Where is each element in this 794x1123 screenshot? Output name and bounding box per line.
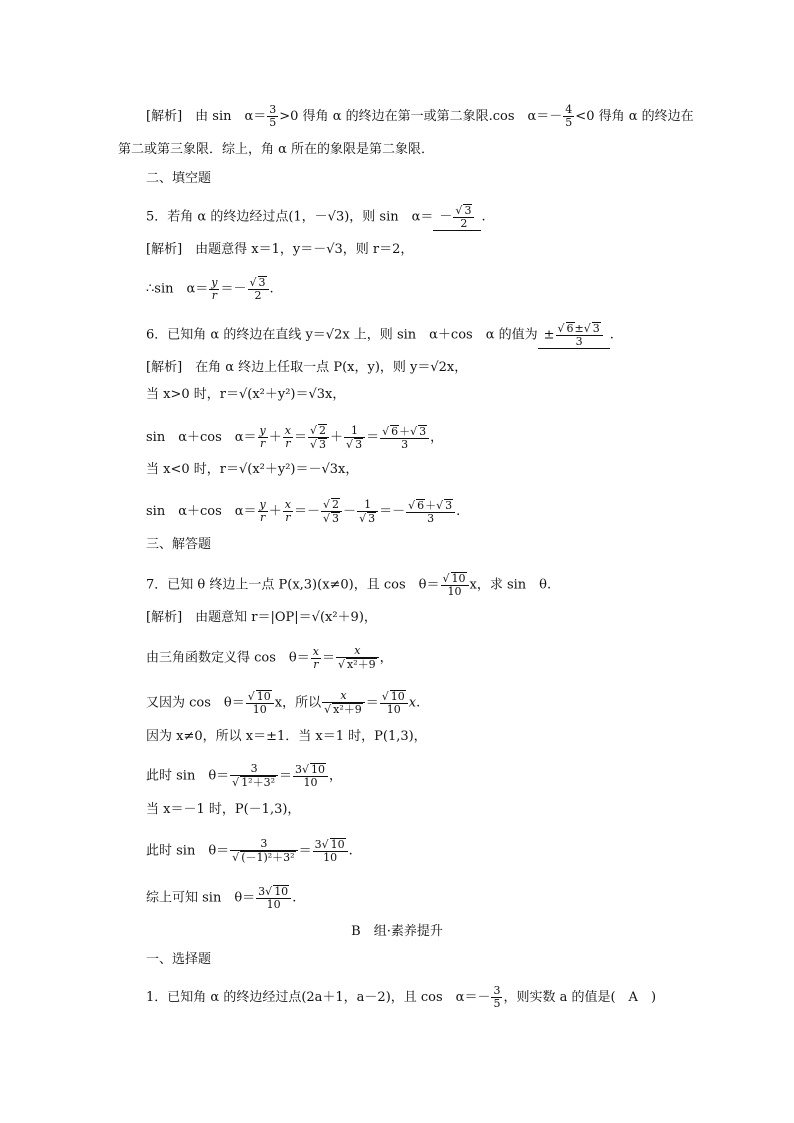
fraction	[556, 322, 603, 348]
text-segment: ，则实数 a 的值是( A )	[503, 990, 657, 1005]
denominator: √ 1²＋3²	[232, 776, 276, 789]
text-segment: 此时 sin θ＝	[146, 843, 230, 859]
radicand: 6	[391, 424, 399, 438]
text-line: 当 x<0 时，r＝√(x²＋y²)＝－√3x，	[146, 462, 359, 477]
fraction	[336, 645, 379, 671]
fraction	[322, 690, 365, 716]
radicand: 3	[368, 511, 376, 525]
fraction	[293, 763, 328, 789]
denominator: √ 3	[323, 512, 340, 525]
equals: ＝	[220, 281, 234, 297]
punct: .	[292, 890, 297, 906]
denominator: 5	[269, 116, 277, 129]
answer-blank	[538, 322, 610, 349]
punct: ，	[430, 430, 444, 445]
text-segment: 6．已知角 α 的终边在直线 y＝√2x 上，则 sin α＋cos α 的值为	[146, 327, 538, 343]
radicand: 3	[464, 204, 472, 217]
text-line	[146, 424, 443, 451]
punct: ，	[329, 768, 343, 784]
sign: －	[307, 504, 321, 519]
denominator: 10	[447, 585, 462, 598]
section-heading: 一、选择题	[146, 952, 212, 967]
sign: －	[439, 209, 453, 225]
numerator: y	[259, 498, 266, 511]
radicand: 6	[417, 498, 425, 512]
denominator: √ 3	[359, 511, 376, 525]
fraction	[248, 276, 269, 302]
radicand: 3	[332, 512, 340, 525]
equals: ＝	[365, 695, 379, 711]
fraction	[453, 204, 474, 230]
punct: ，	[379, 650, 393, 666]
operator: ＋	[425, 498, 437, 512]
text-line: [解析] 由题意得 x＝1，y＝－√3，则 r＝2，	[146, 242, 414, 257]
numerator: 3	[269, 103, 277, 116]
text-line	[146, 498, 460, 525]
denominator: 3	[427, 511, 435, 525]
radicand: 10	[274, 885, 289, 898]
radicand: 10	[330, 838, 345, 851]
sign: ±	[543, 327, 555, 343]
fraction	[313, 838, 348, 864]
numerator: x	[322, 690, 365, 703]
coefficient: 3	[314, 838, 322, 851]
equals: ＝	[366, 430, 380, 445]
text-line	[146, 885, 296, 911]
denominator: 10	[386, 703, 401, 716]
numerator: 3	[493, 984, 501, 997]
radicand: 1²＋3²	[241, 776, 276, 789]
coefficient: 3	[295, 763, 303, 776]
radicand: 10	[451, 572, 466, 585]
numerator: x	[336, 645, 379, 658]
numerator: √ 2	[308, 424, 329, 438]
section-heading: 二、填空题	[146, 171, 212, 186]
numerator: x	[284, 424, 291, 437]
fraction	[209, 277, 219, 302]
question-1	[146, 985, 656, 1010]
operator: ＋	[330, 430, 344, 445]
radicand: 3	[355, 437, 363, 451]
radicand: 10	[390, 690, 405, 703]
text-line: [解析] 在角 α 终边上任取一点 P(x，y)，则 y＝√2x，	[146, 360, 468, 375]
denominator: 5	[493, 997, 501, 1010]
text-segment: 此时 sin θ＝	[146, 768, 230, 784]
text-segment: 综上可知 sin θ＝	[146, 890, 256, 906]
punct: .	[609, 327, 614, 343]
numerator: 3√ 10	[313, 838, 348, 852]
radicand: 3	[445, 498, 453, 512]
fraction	[406, 499, 455, 525]
operator: ±	[574, 322, 584, 335]
denominator: 10	[266, 898, 281, 911]
text-line	[146, 104, 694, 129]
text-segment: x，求 sin θ.	[469, 577, 552, 593]
denominator: 10	[303, 776, 318, 789]
text-segment: [解析] 由 sin α＝	[146, 109, 267, 124]
fraction	[441, 572, 469, 598]
punct: .	[416, 695, 421, 711]
fraction	[563, 104, 574, 129]
numerator: √ 3	[248, 276, 269, 290]
numerator: √ 6＋√ 3	[380, 425, 429, 439]
numerator: √ 10	[380, 690, 408, 704]
coefficient: 3	[258, 885, 266, 898]
fraction	[380, 425, 429, 451]
sign: －	[233, 281, 247, 297]
text-line: 当 x>0 时，r＝√(x²＋y²)＝√3x，	[146, 387, 346, 402]
text-segment: 5．若角 α 的终边经过点(1，－√3)，则 sin α＝	[146, 209, 434, 225]
denominator: r	[313, 657, 319, 671]
fraction	[230, 838, 297, 864]
denominator: √ (－1)²＋3²	[232, 851, 295, 864]
numerator: √ 6±√ 3	[556, 322, 603, 336]
denominator: r	[260, 437, 266, 450]
fraction	[267, 104, 278, 129]
numerator: 3	[230, 763, 278, 776]
fraction	[256, 885, 291, 911]
text-segment: 7．已知 θ 终边上一点 P(x,3)(x≠0)，且 cos θ＝	[146, 577, 440, 593]
equals: ＝	[294, 430, 308, 445]
numerator: x	[312, 644, 319, 658]
section-heading: 三、解答题	[146, 537, 212, 552]
text-segment: x，所以	[274, 695, 322, 711]
equals: ＝	[298, 843, 312, 859]
fraction	[308, 424, 329, 451]
fraction	[321, 498, 342, 525]
numerator: 1	[357, 499, 378, 512]
fraction	[491, 985, 502, 1010]
denominator: r	[285, 511, 291, 524]
fraction	[258, 499, 268, 524]
numerator: 4	[565, 103, 573, 116]
fraction	[246, 690, 274, 716]
denominator: √ x²＋9	[337, 658, 376, 671]
text-segment: 由三角函数定义得 cos θ＝	[146, 650, 310, 666]
denominator: 10	[252, 703, 267, 716]
radicand: x²＋9	[347, 658, 376, 671]
punct: .	[456, 504, 461, 519]
denominator: √ 3	[310, 438, 327, 451]
equals: ＝	[279, 768, 293, 784]
text-segment: sin α＋cos α＝	[146, 504, 257, 519]
radicand: 3	[319, 438, 327, 451]
numerator: x	[284, 498, 291, 511]
radicand: 10	[311, 763, 326, 776]
numerator: 3√ 10	[293, 763, 328, 777]
denominator: 2	[460, 217, 468, 230]
radicand: 3	[258, 276, 266, 289]
denominator: 5	[565, 116, 573, 129]
fraction	[344, 425, 365, 451]
radicand: 6	[566, 322, 574, 335]
text-line: 当 x＝－1 时，P(－1,3)，	[146, 802, 301, 817]
radicand: 3	[592, 322, 600, 335]
punct: .	[348, 843, 353, 859]
denominator: 2	[254, 289, 262, 302]
numerator: 3√ 10	[256, 885, 291, 899]
question-6	[146, 322, 614, 349]
numerator: y	[211, 275, 218, 289]
radicand: 2	[319, 424, 327, 437]
numerator: √ 2	[321, 498, 342, 512]
text-segment: >0 得角 α 的终边在第一或第二象限.cos α＝－	[279, 109, 563, 124]
answer-blank	[433, 204, 481, 231]
denominator: 3	[575, 335, 583, 348]
text-segment: <0 得角 α 的终边在	[575, 109, 694, 124]
radicand: x²＋9	[333, 703, 362, 716]
text-line	[146, 645, 393, 671]
question-5	[146, 204, 486, 231]
fraction	[258, 425, 268, 450]
denominator: √ 3	[346, 437, 363, 451]
operator: －	[343, 504, 357, 519]
text-line: [解析] 由题意知 r＝|OP|＝√(x²＋9)，	[146, 610, 377, 625]
denominator: r	[211, 288, 217, 302]
operator: ＋	[399, 424, 411, 438]
fraction	[357, 499, 378, 525]
text-line	[146, 763, 342, 789]
fraction	[380, 690, 408, 716]
text-segment: 又因为 cos θ＝	[146, 695, 245, 711]
numerator: √ 6＋√ 3	[406, 499, 455, 513]
numerator: 3	[230, 838, 297, 851]
group-heading: B 组·素养提升	[351, 924, 443, 939]
text-line	[146, 838, 353, 864]
text-line	[146, 690, 420, 716]
text-segment: 1．已知角 α 的终边经过点(2a＋1，a－2)，且 cos α＝－	[146, 990, 491, 1005]
numerator: √ 10	[246, 690, 274, 704]
equals: ＝	[321, 650, 335, 666]
variable: x	[408, 695, 417, 711]
text-line: 因为 x≠0，所以 x＝±1．当 x＝1 时，P(1,3)，	[146, 729, 427, 744]
question-7	[146, 572, 551, 598]
denominator: 10	[323, 851, 338, 864]
numerator: √ 3	[453, 204, 474, 218]
fraction	[230, 763, 278, 789]
punct: .	[269, 281, 274, 297]
text-line: 第二或第三象限．综上，角 α 所在的象限是第二象限．	[118, 142, 435, 157]
sign: －	[392, 504, 406, 519]
radicand: (－1)²＋3²	[241, 851, 295, 864]
radicand: 2	[332, 498, 340, 511]
denominator: 3	[401, 437, 409, 451]
numerator: √ 10	[441, 572, 469, 586]
text-segment: ∴sin α＝	[146, 281, 209, 297]
operator: ＋	[268, 504, 282, 519]
fraction	[283, 499, 293, 524]
numerator: y	[259, 424, 266, 437]
operator: ＋	[268, 430, 282, 445]
denominator: r	[260, 511, 266, 524]
fraction	[311, 646, 321, 671]
punct: .	[481, 209, 486, 225]
radicand: 10	[256, 690, 271, 703]
text-segment: sin α＋cos α＝	[146, 430, 257, 445]
radicand: 3	[419, 424, 427, 438]
text-line	[146, 276, 274, 302]
denominator: √ x²＋9	[324, 703, 362, 716]
numerator: 1	[344, 425, 365, 438]
fraction	[283, 425, 293, 450]
equals: ＝	[379, 504, 393, 519]
equals: ＝	[294, 504, 308, 519]
denominator: r	[285, 437, 291, 450]
